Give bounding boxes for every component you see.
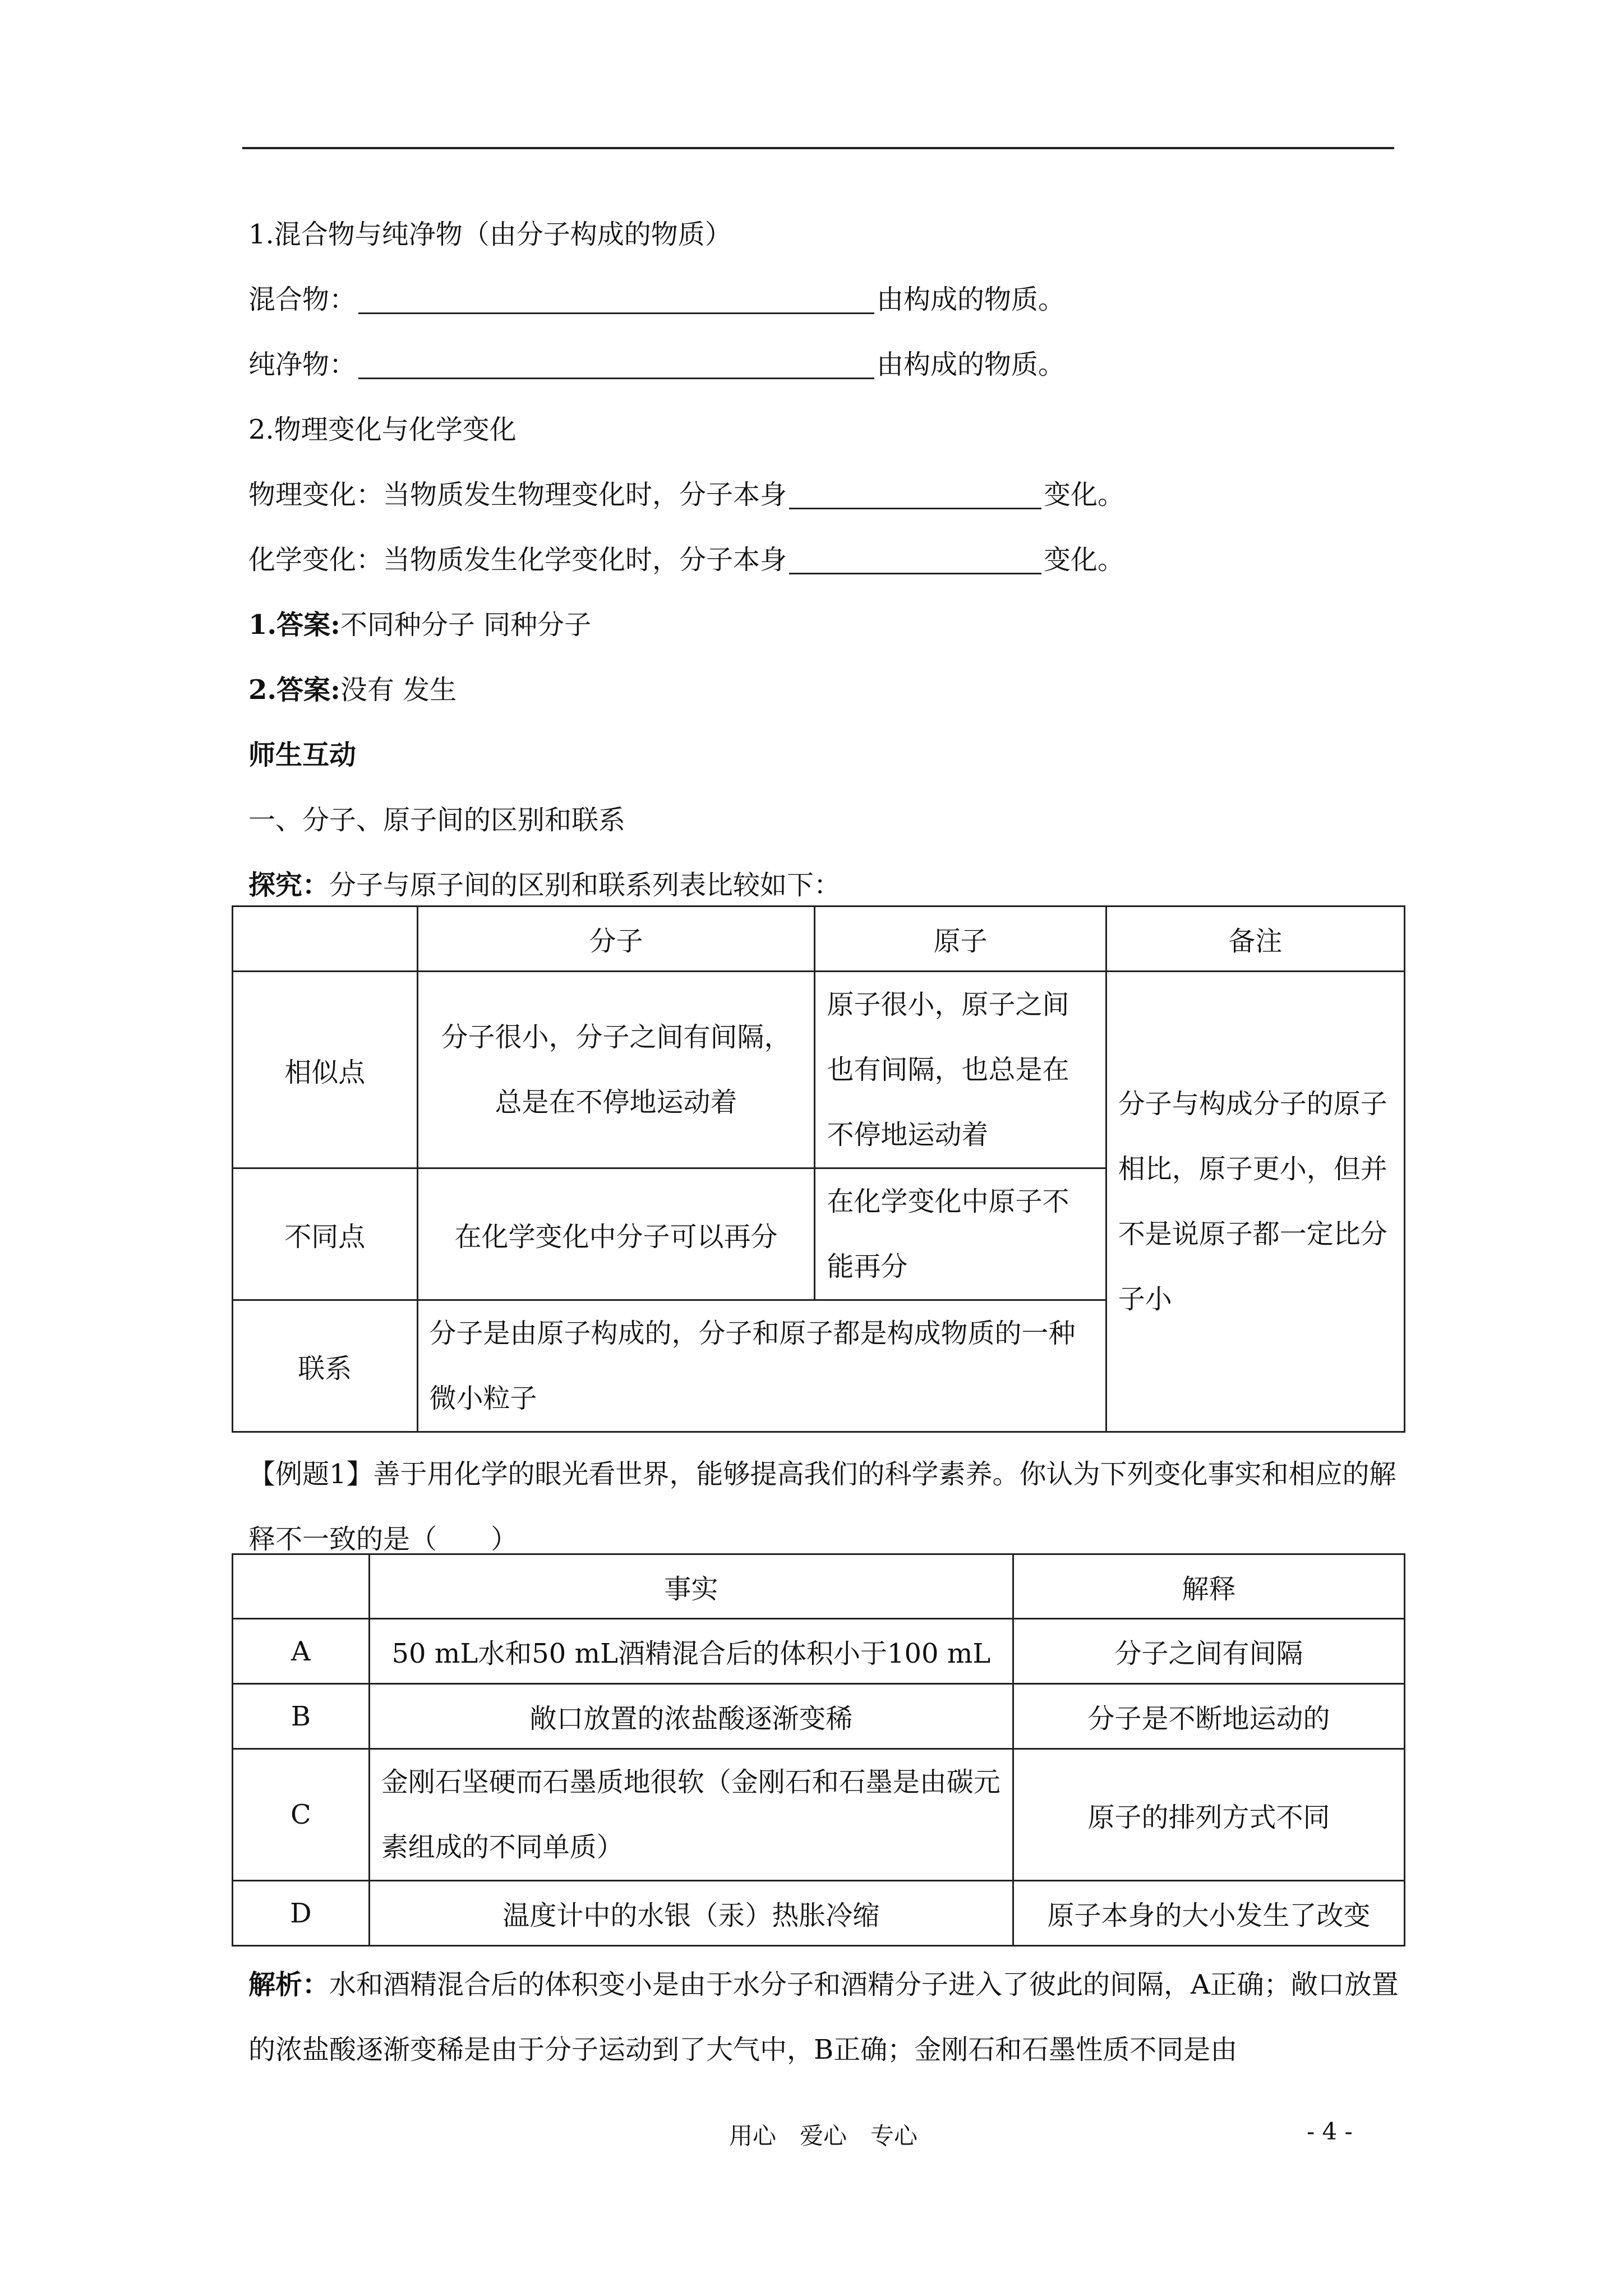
page-number: - 4 - <box>1307 2118 1353 2145</box>
physical-change-text: 物理变化：当物质发生物理变化时，分子本身 <box>248 479 787 510</box>
row-label-relation: 联系 <box>233 1300 418 1432</box>
mixture-suffix: 由构成的物质。 <box>877 284 1066 315</box>
mixture-line <box>248 267 1405 332</box>
chemical-change-suffix: 变化。 <box>1044 544 1125 576</box>
pure-line <box>248 332 1405 397</box>
physical-change-suffix: 变化。 <box>1044 479 1125 510</box>
footer-motto <box>729 2118 917 2151</box>
header-rule <box>242 147 1394 149</box>
example-label: 【例题1】 <box>248 1458 374 1490</box>
explore-text: 分子与原子间的区别和联系列表比较如下： <box>329 869 841 901</box>
explanation-b: 分子是不断地运动的 <box>1013 1684 1405 1749</box>
option-a: A <box>233 1619 370 1684</box>
cell-note: 分子与构成分子的原子相比，原子更小，但并不是说原子都一定比分子小 <box>1106 972 1404 1432</box>
cell-atom-similarity: 原子很小，原子之间也有间隔，也总是在不停地运动着 <box>815 972 1106 1168</box>
cell-atom-difference: 在化学变化中原子不能再分 <box>815 1168 1106 1300</box>
fact-b: 敞口放置的浓盐酸逐渐变稀 <box>369 1684 1013 1749</box>
answer-2-text: 没有 发生 <box>340 674 457 706</box>
answer-1 <box>248 592 1405 657</box>
table-header-empty <box>233 907 418 972</box>
table-header-row <box>233 907 1405 972</box>
mixture-blank[interactable] <box>358 286 874 314</box>
fact-c: 金刚石坚硬而石墨质地很软（金刚石和石墨是由碳元素组成的不同单质） <box>369 1749 1013 1881</box>
explanation-d: 原子本身的大小发生了改变 <box>1013 1881 1405 1946</box>
option-b: B <box>233 1684 370 1749</box>
example-text: 善于用化学的眼光看世界，能够提高我们的科学素养。你认为下列变化事实和相应的解释不一致的是（ ） <box>248 1458 1396 1555</box>
molecule-atom-table <box>232 905 1405 1433</box>
interaction-title: 师生互动 <box>248 739 357 771</box>
answer-2 <box>248 657 1405 723</box>
physical-change-blank[interactable] <box>789 481 1041 509</box>
chemical-change-line <box>248 527 1405 592</box>
option-c: C <box>233 1749 370 1881</box>
cell-relation: 分子是由原子构成的，分子和原子都是构成物质的一种微小粒子 <box>417 1300 1106 1432</box>
example-1 <box>248 1442 1405 1572</box>
table-header-row <box>233 1554 1405 1619</box>
table-row-similarity <box>233 972 1405 1168</box>
table-header-atom: 原子 <box>815 907 1106 972</box>
pure-label: 纯净物： <box>248 349 357 380</box>
table-header-explanation: 解释 <box>1013 1554 1405 1619</box>
footer-word-3: 专心 <box>870 2122 918 2150</box>
row-label-difference: 不同点 <box>233 1168 418 1300</box>
table-header-fact: 事实 <box>369 1554 1013 1619</box>
example-table <box>232 1553 1405 1947</box>
explanation-a: 分子之间有间隔 <box>1013 1619 1405 1684</box>
cell-molecule-similarity: 分子很小，分子之间有间隔，总是在不停地运动着 <box>417 972 815 1168</box>
table-header-empty <box>233 1554 370 1619</box>
part-one-heading: 一、分子、原子间的区别和联系 <box>248 804 626 836</box>
chemical-change-text: 化学变化：当物质发生化学变化时，分子本身 <box>248 544 787 576</box>
section2-heading: 2.物理变化与化学变化 <box>248 414 517 445</box>
fact-d: 温度计中的水银（汞）热胀冷缩 <box>369 1881 1013 1946</box>
table-header-molecule: 分子 <box>417 907 815 972</box>
table-row-a <box>233 1619 1405 1684</box>
table-row-c <box>233 1749 1405 1881</box>
chemical-change-blank[interactable] <box>789 546 1041 574</box>
explore-label: 探究： <box>248 869 330 901</box>
body-text <box>248 202 1405 918</box>
analysis-text: 水和酒精混合后的体积变小是由于水分子和酒精分子进入了彼此的间隔，A正确；敞口放置的浓盐酸逐渐变稀是由于分子运动到了大气中，B正确；金刚石和石墨性质不同是由 <box>248 1969 1399 2065</box>
row-label-similarity: 相似点 <box>233 972 418 1168</box>
analysis <box>248 1952 1405 2082</box>
mixture-label: 混合物： <box>248 284 357 315</box>
footer-word-2: 爱心 <box>800 2122 847 2150</box>
section1-heading: 1.混合物与纯净物（由分子构成的物质） <box>248 219 732 250</box>
option-d: D <box>233 1881 370 1946</box>
table-header-note: 备注 <box>1106 907 1404 972</box>
physical-change-line <box>248 462 1405 527</box>
table-row-d <box>233 1881 1405 1946</box>
table-row-b <box>233 1684 1405 1749</box>
analysis-label: 解析： <box>248 1969 330 2000</box>
pure-blank[interactable] <box>358 351 874 379</box>
pure-suffix: 由构成的物质。 <box>877 349 1066 380</box>
answer-1-text: 不同种分子 同种分子 <box>340 609 592 641</box>
cell-molecule-difference: 在化学变化中分子可以再分 <box>417 1168 815 1300</box>
explanation-c: 原子的排列方式不同 <box>1013 1749 1405 1881</box>
answer-2-label: 2.答案: <box>248 674 340 706</box>
answer-1-label: 1.答案: <box>248 609 340 641</box>
footer-word-1: 用心 <box>729 2122 777 2150</box>
fact-a: 50 mL水和50 mL酒精混合后的体积小于100 mL <box>369 1619 1013 1684</box>
